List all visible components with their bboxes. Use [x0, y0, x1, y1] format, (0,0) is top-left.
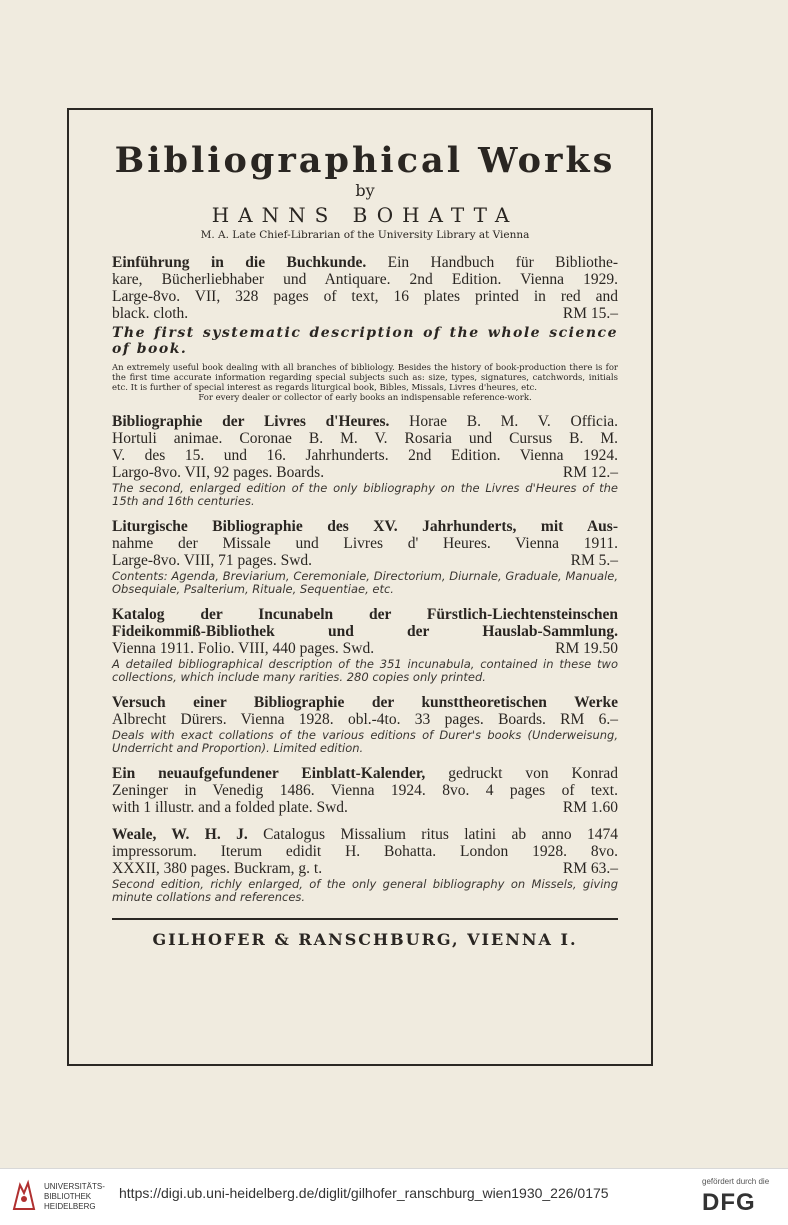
entry-price-line: Vienna 1911. Folio. VIII, 440 pages. Swd. RM 19.50	[112, 640, 618, 657]
entry-description: An extremely useful book dealing with all branches of bibliology. Besides the history of book-production there is for the first time accurate information regarding special subjects such as: size, types, signatures, catchwords, initials etc. It is further of special interest as regards liturgical book, Bibles, Missals, Livres d'heures, etc.	[112, 363, 618, 393]
entry-price-line: Largo-8vo. VII, 92 pages. Boards. RM 12.–	[112, 464, 618, 481]
entry-price-line: with 1 illustr. and a folded plate. Swd. RM 1.60	[112, 799, 618, 816]
catalog-page	[112, 140, 618, 949]
entry-duerer	[112, 694, 618, 755]
dfg-logo: DFG	[702, 1189, 756, 1216]
entry-note: A detailed bibliographical description of the 351 incunabula, contained in these two collections, which include many rarities. 280 copies only printed.	[112, 657, 618, 684]
entry-weale-catalogus	[112, 826, 618, 904]
entry-first-line: Ein neuaufgefundener Einblatt-Kalender, gedruckt von Konrad	[112, 765, 618, 782]
entry-price-line: XXXII, 380 pages. Buckram, g. t. RM 63.–	[112, 860, 618, 877]
entry-einblatt-kalender	[112, 765, 618, 816]
entry-liturgische	[112, 518, 618, 596]
entry-first-line: Katalog der Incunabeln der Fürstlich-Liechtensteinschen	[112, 606, 618, 623]
entry-line: Zeninger in Venedig 1486. Vienna 1924. 8vo. 4 pages of text.	[112, 782, 618, 799]
entry-tagline: The first systematic description of the whole science of book.	[112, 325, 618, 357]
viewer-footer	[0, 1168, 788, 1225]
entry-price-line: Large-8vo. VIII, 71 pages. Swd. RM 5.–	[112, 552, 618, 569]
author-name: HANNS BOHATTA	[211, 203, 519, 227]
permalink-url[interactable]: https://digi.ub.uni-heidelberg.de/diglit/gilhofer_ranschburg_wien1930_226/0175	[119, 1185, 609, 1201]
entry-price-line: black. cloth. RM 15.–	[112, 305, 618, 322]
entry-line: Hortuli animae. Coronae B. M. V. Rosaria und Cursus B. M.	[112, 430, 618, 447]
entry-first-line: Versuch einer Bibliographie der kunsttheoretischen Werke	[112, 694, 618, 711]
price: RM 19.50	[555, 640, 618, 657]
entry-line: impressorum. Iterum edidit H. Bohatta. London 1928. 8vo.	[112, 843, 618, 860]
entry-first-line: Weale, W. H. J. Catalogus Missalium ritus latini ab anno 1474	[112, 826, 618, 843]
entry-note: Contents: Agenda, Breviarium, Ceremoniale, Directorium, Diurnale, Graduale, Manuale, Obsequiale, Psalterium, Rituale, Sequentiae, etc.	[112, 569, 618, 596]
entry-description-2: For every dealer or collector of early books an indispensable reference-work.	[198, 393, 532, 403]
price: RM 1.60	[562, 799, 618, 816]
price: RM 5.–	[570, 552, 618, 569]
publisher-imprint: GILHOFER & RANSCHBURG, VIENNA I.	[152, 930, 578, 949]
entry-line: Large-8vo. VII, 328 pages of text, 16 plates printed in red and	[112, 288, 618, 305]
entry-line: Fideikommiß-Bibliothek und der Hauslab-Sammlung.	[112, 623, 618, 640]
entry-line: kare, Bücherliebhaber und Antiquare. 2nd Edition. Vienna 1929.	[112, 271, 618, 288]
author-affiliation: M. A. Late Chief-Librarian of the University Library at Vienna	[200, 229, 530, 241]
library-name: UNIVERSITÄTS- BIBLIOTHEK HEIDELBERG	[44, 1182, 105, 1211]
entry-line: V. des 15. und 16. Jahrhunderts. 2nd Edition. Vienna 1924.	[112, 447, 618, 464]
price: RM 15.–	[562, 305, 618, 322]
entry-line: Albrecht Dürers. Vienna 1928. obl.-4to. 33 pages. Boards. RM 6.–	[112, 711, 618, 728]
entry-first-line: Einführung in die Buchkunde. Ein Handbuch für Bibliothe-	[112, 254, 619, 271]
divider-rule	[112, 918, 618, 920]
price: RM 12.–	[562, 464, 618, 481]
by-line: by	[355, 181, 375, 200]
price: RM 63.–	[562, 860, 618, 877]
entry-note: Second edition, richly enlarged, of the only general bibliography on Missels, giving minute collations and references.	[112, 877, 618, 904]
entry-katalog-incunabeln	[112, 606, 618, 684]
dfg-caption: gefördert durch die	[702, 1177, 770, 1186]
entry-first-line: Liturgische Bibliographie des XV. Jahrhunderts, mit Aus-	[112, 518, 618, 535]
university-lion-logo-icon	[10, 1179, 38, 1215]
entry-note: The second, enlarged edition of the only bibliography on the Livres d'Heures of the 15th and 16th centuries.	[112, 481, 618, 508]
entry-line: nahme der Missale und Livres d' Heures. Vienna 1911.	[112, 535, 618, 552]
entry-note: Deals with exact collations of the various editions of Durer's books (Underweisung, Underricht and Proportion). Limited edition.	[112, 728, 618, 755]
entry-einfuehrung	[112, 254, 618, 403]
page-title: Bibliographical Works	[114, 140, 616, 181]
entry-first-line: Bibliographie der Livres d'Heures. Horae B. M. V. Officia.	[112, 413, 619, 430]
entry-livres-dheures	[112, 413, 618, 508]
